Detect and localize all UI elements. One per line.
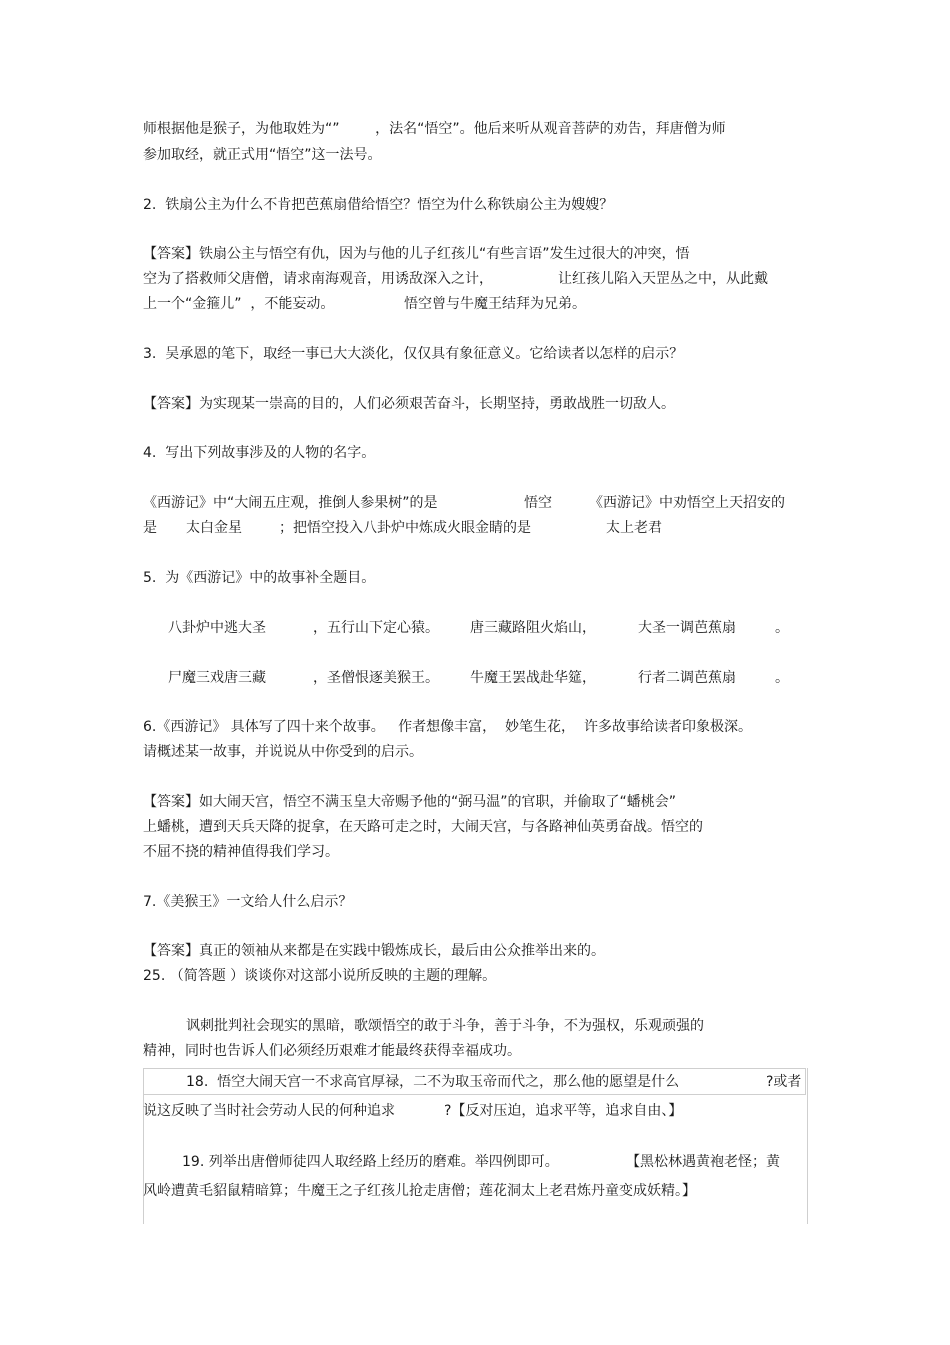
answer-5-text: 。 [775, 620, 789, 636]
answer-5-blank: 八卦炉中逃大圣 [168, 620, 266, 636]
answer-25-line-2: 精神，同时也告诉人们必须经历艰难才能最终获得幸福成功。 [143, 1043, 521, 1059]
answer-4-text: 《西游记》中“大闹五庄观，推倒人参果树”的是 [143, 495, 438, 511]
answer-5-text: 唐三藏路阻火焰山， [470, 620, 596, 636]
answer-4-blank: 太上老君 [606, 520, 662, 536]
answer-5-blank: 尸魔三戏唐三藏 [168, 670, 266, 686]
answer-5-text: ，圣僧恨逐美猴王。 [313, 670, 439, 686]
question-7: 7.《美猴王》一文给人什么启示？ [143, 894, 353, 910]
answer-4-text: 《西游记》中劝悟空上天招安的 [589, 495, 785, 511]
question-19-line-1b: 【黑松林遇黄袍老怪；黄 [626, 1154, 780, 1170]
question-18-line-2b: ?【反对压迫，追求平等，追求自由、】 [444, 1103, 683, 1119]
question-19-line-1: 19. 列举出唐僧师徒四人取经路上经历的磨难。举四例即可。 [182, 1154, 559, 1170]
answer-6-line-2: 上蟠桃，遭到天兵天降的捉拿，在天路可走之时，大闹天宫，与各路神仙英勇奋战。悟空的 [143, 819, 703, 835]
answer-2-line-2b: 让红孩儿陷入天罡丛之中，从此戴 [558, 271, 768, 287]
question-25: 25. （简答题 ）谈谈你对这部小说所反映的主题的理解。 [143, 968, 497, 984]
question-18-line-1b: ?或者 [766, 1074, 802, 1090]
answer-5-blank: 大圣一调芭蕉扇 [638, 620, 736, 636]
answer-2-line-3b: 悟空曾与牛魔王结拜为兄弟。 [404, 296, 586, 312]
answer-25-line-1: 讽刺批判社会现实的黑暗，歌颂悟空的敢于斗争，善于斗争，不为强权，乐观顽强的 [186, 1018, 704, 1034]
question-6-line-2: 请概述某一故事，并说说从中你受到的启示。 [143, 744, 423, 760]
answer-7: 【答案】真正的领袖从来都是在实践中锻炼成长，最后由公众推举出来的。 [143, 943, 605, 959]
answer-6-line-1: 【答案】如大闹天宫，悟空不满玉皇大帝赐予他的“弼马温”的官职，并偷取了“蟠桃会” [143, 794, 677, 810]
question-18-line-2: 说这反映了当时社会劳动人民的何种追求 [143, 1103, 395, 1119]
answer-4-blank: 悟空 [524, 495, 552, 511]
answer-5-text: 。 [775, 670, 789, 686]
answer-2-line-1: 【答案】铁扇公主与悟空有仇，因为与他的儿子红孩儿“有些言语”发生过很大的冲突，悟 [143, 246, 690, 262]
answer-4-blank: 太白金星 [186, 520, 242, 536]
answer-6-line-3: 不屈不挠的精神值得我们学习。 [143, 844, 339, 860]
question-19-line-2: 风岭遭黄毛貂鼠精暗算；牛魔王之子红孩儿抢走唐僧；莲花洞太上老君炼丹童变成妖精。】 [143, 1183, 696, 1199]
answer-4-text: ；把悟空投入八卦炉中炼成火眼金睛的是 [279, 520, 531, 536]
question-2: 2. 铁扇公主为什么不肯把芭蕉扇借给悟空？悟空为什么称铁扇公主为嫂嫂？ [143, 197, 614, 213]
question-4: 4. 写出下列故事涉及的人物的名字。 [143, 445, 376, 461]
paragraph-line: 参加取经，就正式用“悟空”这一法号。 [143, 147, 382, 163]
answer-5-text: ，五行山下定心猿。 [313, 620, 439, 636]
question-3: 3. 吴承恩的笔下，取经一事已大大淡化，仅仅具有象征意义。它给读者以怎样的启示？ [143, 346, 684, 362]
question-6-line-1: 6.《西游记》 具体写了四十来个故事。 作者想像丰富， 妙笔生花， 许多故事给读者印象极深。 [143, 719, 752, 735]
answer-4-text: 是 [143, 520, 157, 536]
answer-3: 【答案】为实现某一崇高的目的，人们必须艰苦奋斗，长期坚持，勇敢战胜一切敌人。 [143, 396, 675, 412]
answer-5-blank: 行者二调芭蕉扇 [638, 670, 736, 686]
question-5: 5. 为《西游记》中的故事补全题目。 [143, 570, 376, 586]
paragraph-line: 师根据他是猴子，为他取姓为“” ，法名“悟空”。他后来听从观音菩萨的劝告，拜唐僧为师 [143, 121, 726, 137]
answer-2-line-3: 上一个“金箍儿” ，不能妄动。 [143, 296, 335, 312]
question-18-line-1: 18. 悟空大闹天宫一不求高官厚禄，二不为取玉帝而代之，那么他的愿望是什么 [186, 1074, 680, 1090]
answer-2-line-2: 空为了搭救师父唐僧，请求南海观音，用诱敌深入之计， [143, 271, 493, 287]
answer-5-text: 牛魔王罢战赴华筵， [470, 670, 596, 686]
